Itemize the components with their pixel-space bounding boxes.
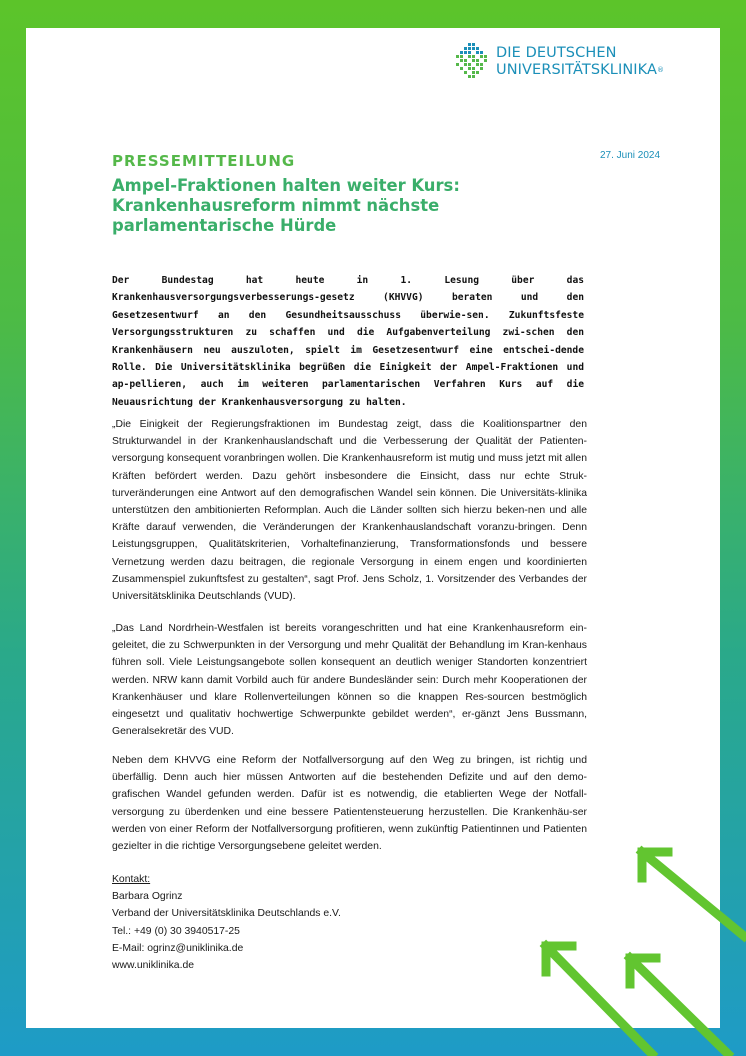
vud-logo [456,43,696,87]
logo-mark-icon [456,43,490,83]
paragraph-notfallversorgung: Neben dem KHVVG eine Reform der Notfallversorgung auf den Weg zu bringen, ist richtig und überfällig. Denn auch hier müssen Antworten auf die bestehenden Defizite und auf den demo-grafischen Wandel gefunden werden. Dafür ist es notwendig, die etablierten Wege der Notfall-versorgung zu überdenken und eine bessere Patientensteuerung herzustellen. Die Krankenhäu-ser werden von einer Reform der Notfallversorgung profitieren, wenn zukünftig Patientinnen und Patienten gezielter in die richtige Versorgungsebene geleitet werden. [112,755,587,853]
headline: Ampel-Fraktionen halten weiter Kurs: Krankenhausreform nimmt nächste parlamentarische Hürde [112,176,460,235]
contact-website[interactable]: www.uniklinika.de [112,960,195,972]
contact-heading: Kontakt: [112,874,151,885]
logo-line-1: DIE DEUTSCHEN [496,45,617,61]
lead-paragraph: Der Bundestag hat heute in 1. Lesung über das Krankenhausversorgungsverbesserungs-gesetz (KHVVG) beraten und den Gesetzesentwurf an den Gesundheitsausschuss überwie-sen. Zukunftsfeste Versorgungsstrukturen zu schaffen und die Aufgabenverteilung zwi-schen den Krankenhäusern neu auszuloten, spielt im Gesetzesentwurf eine entschei-dende Rolle. Die Universitätsklinika begrüßen die Einigkeit der Ampel-Fraktionen und ap-pellieren, auch im weiteren parlamentarischen Verfahren Kurs auf die Neuausrichtung der Krankenhausversorgung zu halten. [112,275,584,408]
contact-block [112,871,341,974]
contact-name: Barbara Ogrinz [112,891,183,903]
quote-bussmann: „Das Land Nordrhein-Westfalen ist bereits vorangeschritten und hat eine Krankenhausreform ein-geleitet, die zu Schwerpunkten in der Versorgung und mehr Qualität der Behandlung im Kran-kenhaus führen soll. Viele Leistungsangebote sollen konsequent an deutlich weniger Standorten konzentriert werden. NRW kann damit Vorbild auch für andere Bundesländer sein: Durch mehr Kooperationen der Krankenhäuser und klare Rollenverteilungen können so die knappen Res-sourcen bestmöglich eingesetzt und qualitativ hochwertige Schwerpunkte gebildet werden“, er-gänzt Jens Bussmann, Generalsekretär des VUD. [112,623,587,738]
contact-email[interactable]: E-Mail: ogrinz@uniklinika.de [112,942,244,954]
logo-line-2: UNIVERSITÄTSKLINIKA [496,62,658,78]
registered-mark: ® [657,66,665,74]
logo-wordmark [496,45,664,79]
release-date: 27. Juni 2024 [600,150,661,161]
quote-scholz: „Die Einigkeit der Regierungsfraktionen im Bundestag zeigt, dass die Koalitionspartner den Strukturwandel in der Krankenhauslandschaft und die Verbesserung der Qualität der Patienten-versorgung konsequent voranbringen wollen. Die Krankenhausreform ist mutig und muss jetzt mit allen Kräften befördert werden. Dazu gehört insbesondere die Einsicht, dass nur echte Struk-turveränderungen eine Antwort auf den demografischen Wandel sein können. Die Universitäts-klinika unterstützen den ambitionierten Reformplan. Auch die Länder sollten sich hierzu beken-nen und alle Kräfte darauf verwenden, die Veränderungen der Krankenhauslandschaft voranzu-bringen. Denn Leistungsgruppen, Qualitätskriterien, Vorhaltefinanzierung, Transformationsfonds und bessere Vernetzung werden dazu beitragen, die regionale Versorgung in einem engen und koordinierten Zusammenspiel zukunftsfest zu gestalten“, sagt Prof. Jens Scholz, 1. Vorsitzender des Verbandes der Universitätsklinika Deutschlands (VUD). [112,419,587,603]
press-release-label: PRESSEMITTEILUNG [112,152,296,170]
contact-organization: Verband der Universitätsklinika Deutschlands e.V. [112,908,341,920]
contact-phone[interactable]: Tel.: +49 (0) 30 3940517-25 [112,925,240,937]
